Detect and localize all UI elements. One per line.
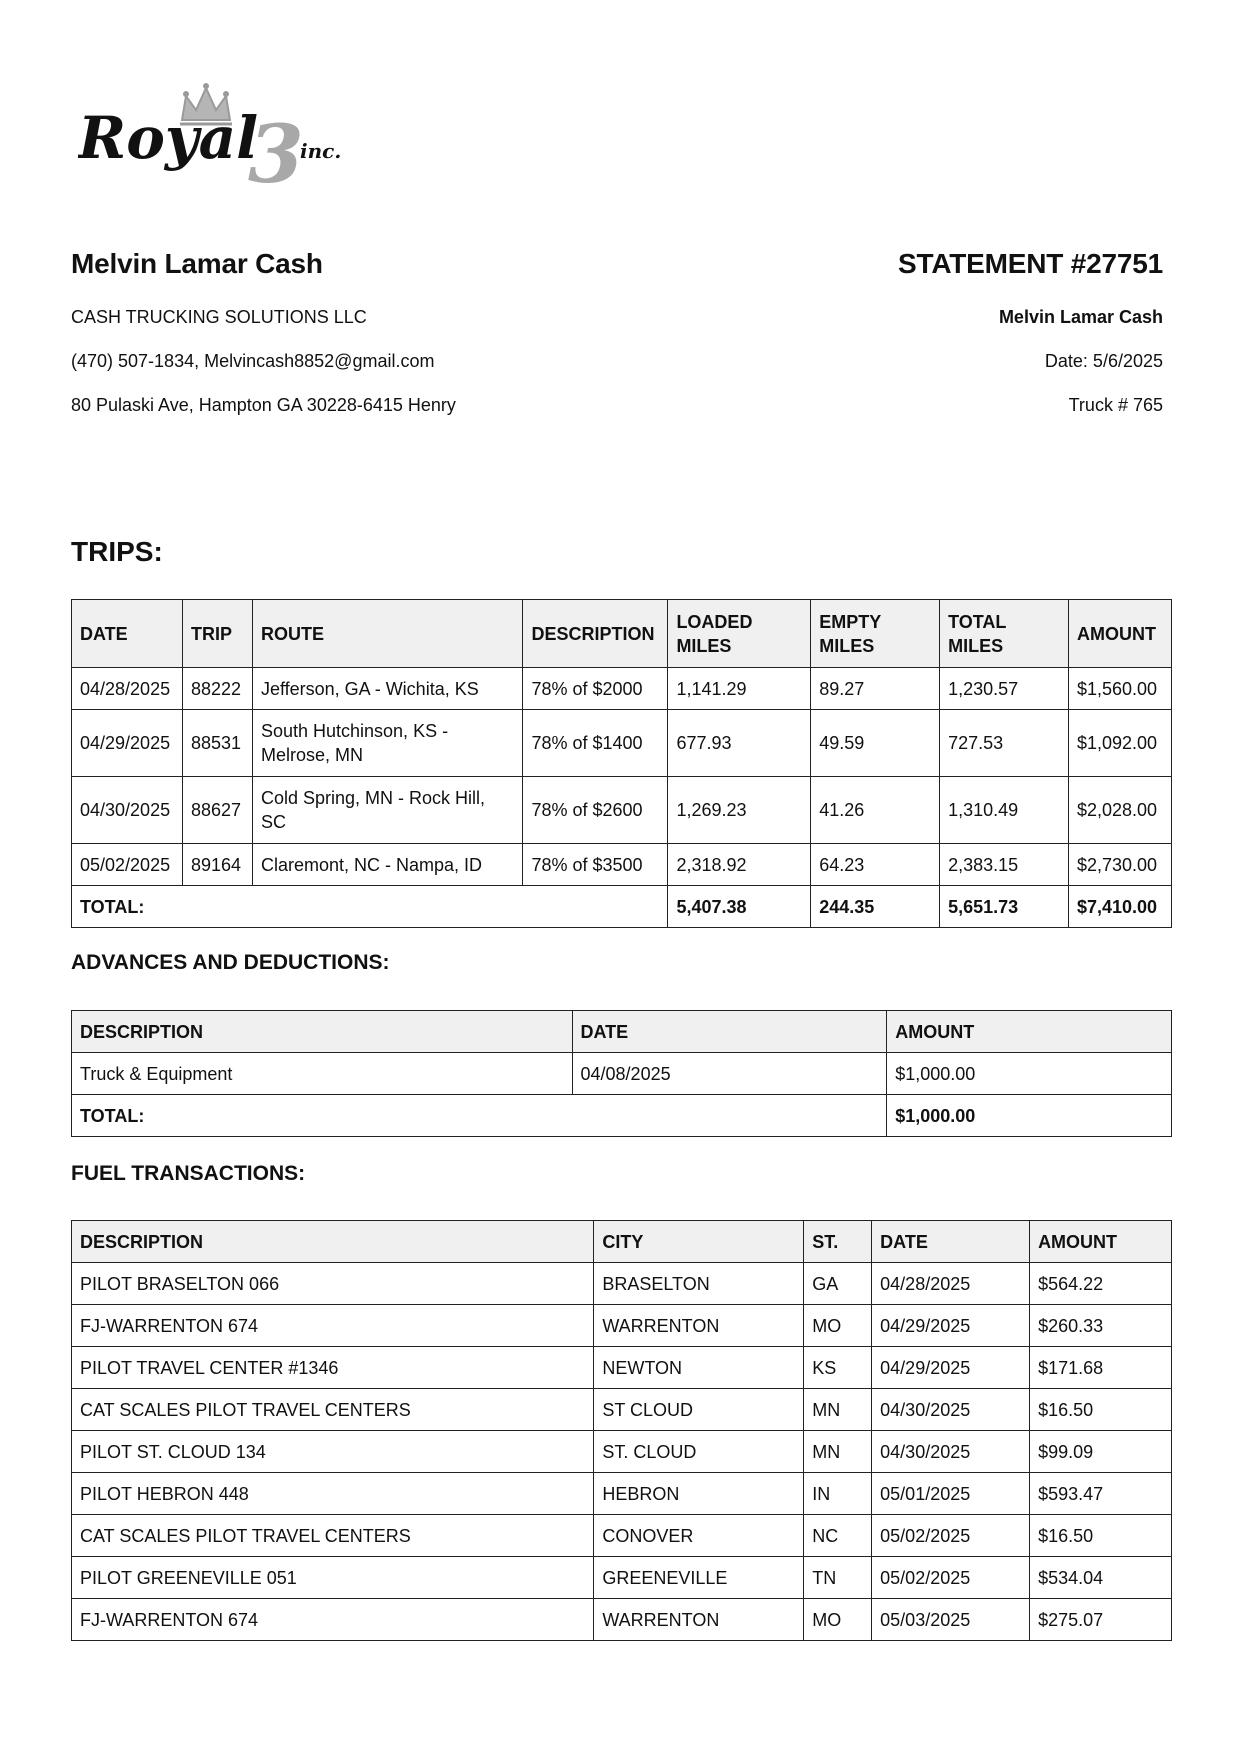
cell: MO — [804, 1305, 872, 1347]
cell: 05/02/2025 — [872, 1515, 1030, 1557]
cell: 78% of $2000 — [523, 668, 668, 710]
column-header: CITY — [594, 1221, 804, 1263]
cell: 04/29/2025 — [872, 1305, 1030, 1347]
total-label: TOTAL: — [72, 886, 668, 928]
cell: $16.50 — [1030, 1515, 1172, 1557]
cell: GREENEVILLE — [594, 1557, 804, 1599]
cell: 04/28/2025 — [72, 668, 183, 710]
cell: MN — [804, 1389, 872, 1431]
cell: CAT SCALES PILOT TRAVEL CENTERS — [72, 1389, 594, 1431]
cell: PILOT BRASELTON 066 — [72, 1263, 594, 1305]
fuel-title: FUEL TRANSACTIONS: — [71, 1162, 306, 1185]
driver-name: Melvin Lamar Cash — [71, 248, 323, 279]
statement-date: Date: 5/6/2025 — [1044, 351, 1163, 371]
table-row — [72, 1263, 1172, 1305]
table-row — [72, 1347, 1172, 1389]
cell: HEBRON — [594, 1473, 804, 1515]
column-header: ST. — [804, 1221, 872, 1263]
total-amount: $7,410.00 — [1068, 886, 1171, 928]
cell: PILOT GREENEVILLE 051 — [72, 1557, 594, 1599]
cell: CONOVER — [594, 1515, 804, 1557]
trips-table — [71, 599, 1172, 928]
cell: 677.93 — [668, 710, 811, 777]
total-row — [72, 886, 1172, 928]
cell: 78% of $2600 — [523, 777, 668, 844]
cell: 88531 — [182, 710, 252, 777]
cell: $2,028.00 — [1068, 777, 1171, 844]
cell: BRASELTON — [594, 1263, 804, 1305]
cell: 05/03/2025 — [872, 1599, 1030, 1641]
cell: 04/30/2025 — [872, 1389, 1030, 1431]
cell: FJ-WARRENTON 674 — [72, 1599, 594, 1641]
table-header-row — [72, 1011, 1172, 1053]
cell: 05/02/2025 — [872, 1557, 1030, 1599]
table-row — [72, 1557, 1172, 1599]
cell: 41.26 — [811, 777, 940, 844]
column-header: LOADED MILES — [668, 600, 811, 668]
cell: $16.50 — [1030, 1389, 1172, 1431]
column-header: TRIP — [182, 600, 252, 668]
table-row — [72, 1431, 1172, 1473]
column-header: DESCRIPTION — [72, 1011, 573, 1053]
column-header: ROUTE — [252, 600, 523, 668]
cell: FJ-WARRENTON 674 — [72, 1305, 594, 1347]
cell: $171.68 — [1030, 1347, 1172, 1389]
cell: ST. CLOUD — [594, 1431, 804, 1473]
table-row — [72, 1053, 1172, 1095]
table-header-row — [72, 1221, 1172, 1263]
cell: WARRENTON — [594, 1599, 804, 1641]
column-header: EMPTY MILES — [811, 600, 940, 668]
cell: 78% of $1400 — [523, 710, 668, 777]
cell: 2,383.15 — [940, 844, 1069, 886]
cell: 49.59 — [811, 710, 940, 777]
cell: 2,318.92 — [668, 844, 811, 886]
cell: CAT SCALES PILOT TRAVEL CENTERS — [72, 1515, 594, 1557]
advances-title: ADVANCES AND DEDUCTIONS: — [71, 951, 390, 974]
advances-table — [71, 1010, 1172, 1137]
cell: 04/29/2025 — [72, 710, 183, 777]
statement-truck: Truck # 765 — [1068, 395, 1163, 415]
crown-logo-icon — [78, 78, 378, 190]
driver-address: 80 Pulaski Ave, Hampton GA 30228-6415 Henry — [71, 395, 456, 415]
cell: 04/30/2025 — [872, 1431, 1030, 1473]
driver-info — [71, 248, 456, 416]
column-header: AMOUNT — [887, 1011, 1172, 1053]
cell: 04/29/2025 — [872, 1347, 1030, 1389]
cell: WARRENTON — [594, 1305, 804, 1347]
cell: South Hutchinson, KS - Melrose, MN — [252, 710, 523, 777]
total-miles: 5,651.73 — [940, 886, 1069, 928]
column-header: TOTAL MILES — [940, 600, 1069, 668]
cell: 05/01/2025 — [872, 1473, 1030, 1515]
table-row — [72, 710, 1172, 777]
cell: $260.33 — [1030, 1305, 1172, 1347]
cell: $593.47 — [1030, 1473, 1172, 1515]
column-header: AMOUNT — [1068, 600, 1171, 668]
cell: $1,560.00 — [1068, 668, 1171, 710]
cell: $534.04 — [1030, 1557, 1172, 1599]
column-header: DATE — [72, 600, 183, 668]
cell: 88627 — [182, 777, 252, 844]
cell: Jefferson, GA - Wichita, KS — [252, 668, 523, 710]
column-header: DESCRIPTION — [523, 600, 668, 668]
cell: 1,230.57 — [940, 668, 1069, 710]
cell: 89.27 — [811, 668, 940, 710]
cell: KS — [804, 1347, 872, 1389]
cell: 89164 — [182, 844, 252, 886]
table-row — [72, 1599, 1172, 1641]
table-row — [72, 1389, 1172, 1431]
driver-company: CASH TRUCKING SOLUTIONS LLC — [71, 307, 367, 327]
company-logo — [78, 78, 378, 190]
cell: 04/30/2025 — [72, 777, 183, 844]
cell: Cold Spring, MN - Rock Hill, SC — [252, 777, 523, 844]
cell: $1,092.00 — [1068, 710, 1171, 777]
cell: 05/02/2025 — [72, 844, 183, 886]
cell: 1,310.49 — [940, 777, 1069, 844]
cell: MN — [804, 1431, 872, 1473]
cell: ST CLOUD — [594, 1389, 804, 1431]
statement-title: STATEMENT #27751 — [898, 248, 1163, 279]
logo-numeral: 3 — [248, 107, 304, 190]
cell: Claremont, NC - Nampa, ID — [252, 844, 523, 886]
cell: $275.07 — [1030, 1599, 1172, 1641]
logo-wordmark: Royal — [78, 104, 259, 172]
table-row — [72, 1515, 1172, 1557]
cell: $99.09 — [1030, 1431, 1172, 1473]
cell: Truck & Equipment — [72, 1053, 573, 1095]
total-loaded-miles: 5,407.38 — [668, 886, 811, 928]
cell: PILOT HEBRON 448 — [72, 1473, 594, 1515]
cell: TN — [804, 1557, 872, 1599]
trips-title: TRIPS: — [71, 536, 163, 567]
cell: $564.22 — [1030, 1263, 1172, 1305]
cell: GA — [804, 1263, 872, 1305]
table-row — [72, 1305, 1172, 1347]
cell: 727.53 — [940, 710, 1069, 777]
cell: 1,141.29 — [668, 668, 811, 710]
table-row — [72, 668, 1172, 710]
cell: MO — [804, 1599, 872, 1641]
cell: NC — [804, 1515, 872, 1557]
statement-info — [898, 248, 1163, 416]
cell: $1,000.00 — [887, 1053, 1172, 1095]
table-header-row — [72, 600, 1172, 668]
column-header: DATE — [872, 1221, 1030, 1263]
cell: 78% of $3500 — [523, 844, 668, 886]
cell: IN — [804, 1473, 872, 1515]
column-header: AMOUNT — [1030, 1221, 1172, 1263]
cell: PILOT TRAVEL CENTER #1346 — [72, 1347, 594, 1389]
cell: 88222 — [182, 668, 252, 710]
fuel-table — [71, 1220, 1172, 1641]
cell: 04/28/2025 — [872, 1263, 1030, 1305]
total-row — [72, 1095, 1172, 1137]
total-label: TOTAL: — [72, 1095, 887, 1137]
total-empty-miles: 244.35 — [811, 886, 940, 928]
cell: 04/08/2025 — [572, 1053, 887, 1095]
table-row — [72, 777, 1172, 844]
column-header: DESCRIPTION — [72, 1221, 594, 1263]
cell: $2,730.00 — [1068, 844, 1171, 886]
column-header: DATE — [572, 1011, 887, 1053]
table-row — [72, 844, 1172, 886]
cell: NEWTON — [594, 1347, 804, 1389]
driver-contact: (470) 507-1834, Melvincash8852@gmail.com — [71, 351, 435, 371]
logo-suffix: inc. — [300, 139, 342, 163]
cell: PILOT ST. CLOUD 134 — [72, 1431, 594, 1473]
cell: 64.23 — [811, 844, 940, 886]
total-amount: $1,000.00 — [887, 1095, 1172, 1137]
table-row — [72, 1473, 1172, 1515]
statement-name: Melvin Lamar Cash — [998, 307, 1163, 327]
cell: 1,269.23 — [668, 777, 811, 844]
